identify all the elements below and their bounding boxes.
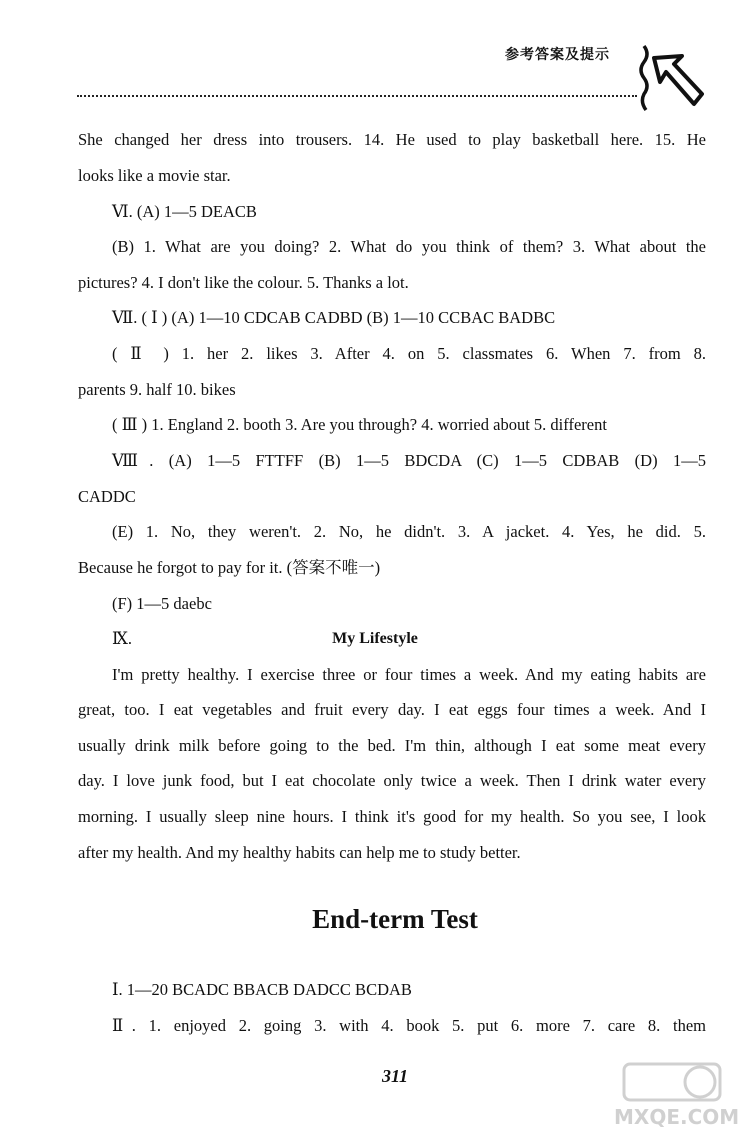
arrow-icon bbox=[636, 42, 708, 114]
text-line: CADDC bbox=[78, 487, 136, 506]
section-viii: Ⅷ. (A) 1—5 FTTFF (B) 1—5 BDCDA (C) 1—5 CDBAB (D) 1—5 bbox=[112, 451, 706, 470]
text-line: parents 9. half 10. bikes bbox=[78, 380, 236, 399]
section-viii-f: (F) 1—5 daebc bbox=[112, 594, 212, 613]
essay-line: after my health. And my healthy habits can help me to study better. bbox=[78, 843, 521, 862]
essay-line: I'm pretty healthy. I exercise three or four times a week. And my eating habits are bbox=[112, 665, 706, 684]
section-vii-i: Ⅶ. ( Ⅰ ) (A) 1—10 CDCAB CADBD (B) 1—10 CCBAC BADBC bbox=[112, 308, 556, 327]
essay-line: day. I love junk food, but I eat chocolate only twice a week. Then I drink water every bbox=[78, 771, 706, 790]
watermark-logo bbox=[600, 1060, 740, 1132]
essay-line: usually drink milk before going to the bed. I'm thin, although I eat some meat every bbox=[78, 736, 706, 755]
section-vi-b: (B) 1. What are you doing? 2. What do you think of them? 3. What about the bbox=[112, 237, 706, 256]
header-dotted-rule bbox=[77, 95, 637, 97]
section-vii-ii: ( Ⅱ ) 1. her 2. likes 3. After 4. on 5. classmates 6. When 7. from 8. bbox=[112, 344, 706, 363]
end-term-ii: Ⅱ. 1. enjoyed 2. going 3. with 4. book 5. put 6. more 7. care 8. them bbox=[112, 1016, 706, 1035]
section-vi-a: Ⅵ. (A) 1—5 DEACB bbox=[112, 202, 257, 221]
section-viii-e: (E) 1. No, they weren't. 2. No, he didn't. 3. A jacket. 4. Yes, he did. 5. bbox=[112, 522, 706, 541]
essay-line: great, too. I eat vegetables and fruit every day. I eat eggs four times a week. And I bbox=[78, 700, 706, 719]
page-number: 311 bbox=[381, 1066, 408, 1086]
watermark-text: MXQE.COM bbox=[614, 1105, 740, 1129]
section-ix-label: Ⅸ. bbox=[112, 629, 133, 648]
text-line: pictures? 4. I don't like the colour. 5. Thanks a lot. bbox=[78, 273, 409, 292]
section-title: End-term Test bbox=[312, 904, 478, 934]
text-line: looks like a movie star. bbox=[78, 166, 231, 185]
running-header-title: 参考答案及提示 bbox=[505, 47, 610, 63]
end-term-i: Ⅰ. 1—20 BCADC BBACB DADCC BCDAB bbox=[112, 980, 412, 999]
essay-line: morning. I usually sleep nine hours. I think it's good for my health. So you see, I look bbox=[78, 807, 706, 826]
text-line: Because he forgot to pay for it. (答案不唯一) bbox=[78, 558, 381, 577]
section-vii-iii: ( Ⅲ ) 1. England 2. booth 3. Are you through? 4. worried about 5. different bbox=[112, 415, 607, 434]
text-line: She changed her dress into trousers. 14. He used to play basketball here. 15. He bbox=[78, 130, 706, 149]
essay-title: My Lifestyle bbox=[332, 630, 418, 647]
